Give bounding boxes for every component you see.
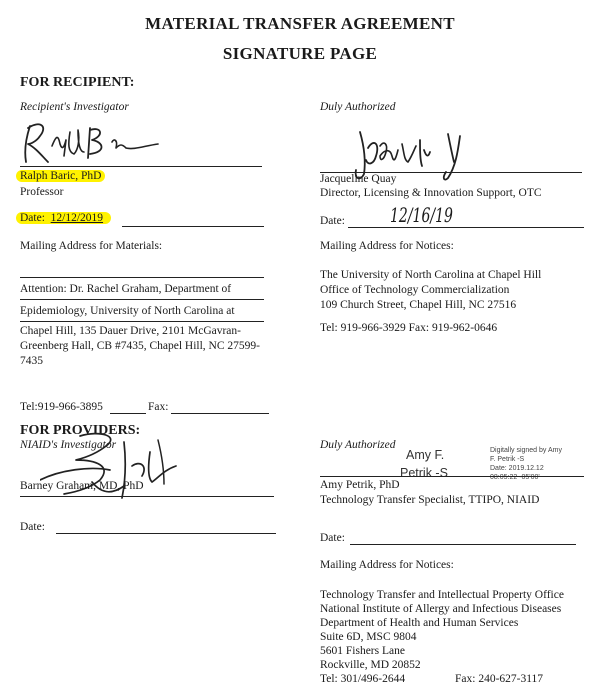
recipient-authorized-date-value: 12/16/19 [390, 203, 453, 227]
digital-signature-note-3: Date: 2019.12.12 [490, 465, 544, 472]
provider-authorized-date-label: Date: [320, 532, 345, 544]
recipient-date-value: 12/12/2019 [50, 212, 104, 224]
provider-notices-tel: Tel: 301/496-2644 [320, 673, 406, 685]
recipient-authorized-label: Duly Authorized [320, 101, 396, 113]
graham-signature [40, 426, 200, 506]
recipient-investigator-signature-line [20, 166, 262, 167]
recipient-tel: Tel:919-966-3895 [20, 401, 103, 413]
provider-notices-line-1: Technology Transfer and Intellectual Property Office [320, 589, 564, 601]
recipient-fax-line [171, 413, 269, 414]
recipient-notices-line-2: Office of Technology Commercialization [320, 284, 510, 296]
materials-address-line-2: Epidemiology, University of North Carolina at [20, 305, 235, 317]
materials-address-line-4: Greenberg Hall, CB #7435, Chapel Hill, NC 27599- [20, 340, 260, 352]
provider-notices-line-4: Suite 6D, MSC 9804 [320, 631, 417, 643]
digital-signature-note-1: Digitally signed by Amy [490, 447, 562, 454]
recipient-tel-line [110, 413, 146, 414]
provider-notices-fax: Fax: 240-627-3117 [455, 673, 544, 685]
provider-notices-line-2: National Institute of Allergy and Infectious Diseases [320, 603, 562, 615]
provider-authorized-name: Amy Petrik, PhD [320, 479, 400, 491]
materials-address-rule-1 [20, 299, 264, 300]
recipient-date-label: Date: [20, 212, 45, 224]
provider-authorized-date-line [350, 544, 576, 545]
document-title: MATERIAL TRANSFER AGREEMENT [145, 14, 455, 33]
digital-signature-note-2: F. Petrik -S [490, 456, 525, 463]
provider-notices-line-6: Rockville, MD 20852 [320, 659, 421, 671]
materials-address-rule-2 [20, 321, 264, 322]
provider-heading: FOR PROVIDERS: [20, 423, 141, 438]
materials-address-line-1: Attention: Dr. Rachel Graham, Department of [20, 283, 232, 295]
provider-notices-line-3: Department of Health and Human Services [320, 617, 519, 629]
recipient-authorized-name: Jacqueline Quay [320, 173, 397, 185]
baric-signature [18, 118, 178, 166]
provider-notices-label: Mailing Address for Notices: [320, 559, 454, 571]
recipient-authorized-title: Director, Licensing & Innovation Support, OTC [320, 187, 542, 199]
recipient-notices-label: Mailing Address for Notices: [320, 240, 454, 252]
recipient-notices-line-1: The University of North Carolina at Chapel Hill [320, 269, 542, 281]
digital-signature-name-2: Petrik -S [400, 466, 448, 480]
materials-address-line-5: 7435 [20, 355, 43, 367]
recipient-investigator-name: Ralph Baric, PhD [20, 170, 105, 182]
materials-address-line-blank [20, 277, 264, 278]
provider-authorized-signature-line [320, 476, 584, 477]
recipient-investigator-title: Professor [20, 186, 64, 198]
document-subtitle: SIGNATURE PAGE [222, 44, 378, 63]
provider-investigator-name: Barney Graham, MD, PhD [20, 480, 144, 492]
recipient-authorized-date-line [348, 227, 584, 228]
provider-authorized-label: Duly Authorized [320, 439, 396, 451]
digital-signature-name-1: Amy F. [406, 448, 445, 462]
recipient-date-line [122, 226, 264, 227]
provider-date-line [56, 533, 276, 534]
recipient-investigator-label: Recipient's Investigator [20, 101, 129, 113]
provider-investigator-signature-line [20, 496, 274, 497]
materials-address-line-3: Chapel Hill, 135 Dauer Drive, 2101 McGavran- [20, 325, 241, 337]
provider-investigator-label: NIAID's Investigator [20, 439, 117, 451]
recipient-notices-line-3: 109 Church Street, Chapel Hill, NC 27516 [320, 299, 517, 311]
recipient-notices-phone: Tel: 919-966-3929 Fax: 919-962-0646 [320, 322, 498, 334]
recipient-heading: FOR RECIPIENT: [20, 75, 135, 90]
digital-signature-note-4: 08:05:22 -05'00' [490, 474, 540, 481]
provider-date-label: Date: [20, 521, 45, 533]
recipient-fax-label: Fax: [148, 401, 169, 413]
provider-authorized-title: Technology Transfer Specialist, TTIPO, NIAID [320, 494, 540, 506]
provider-notices-line-5: 5601 Fishers Lane [320, 645, 405, 657]
materials-mailing-label: Mailing Address for Materials: [20, 240, 163, 252]
recipient-date [20, 212, 111, 224]
recipient-authorized-date-label: Date: [320, 215, 345, 227]
